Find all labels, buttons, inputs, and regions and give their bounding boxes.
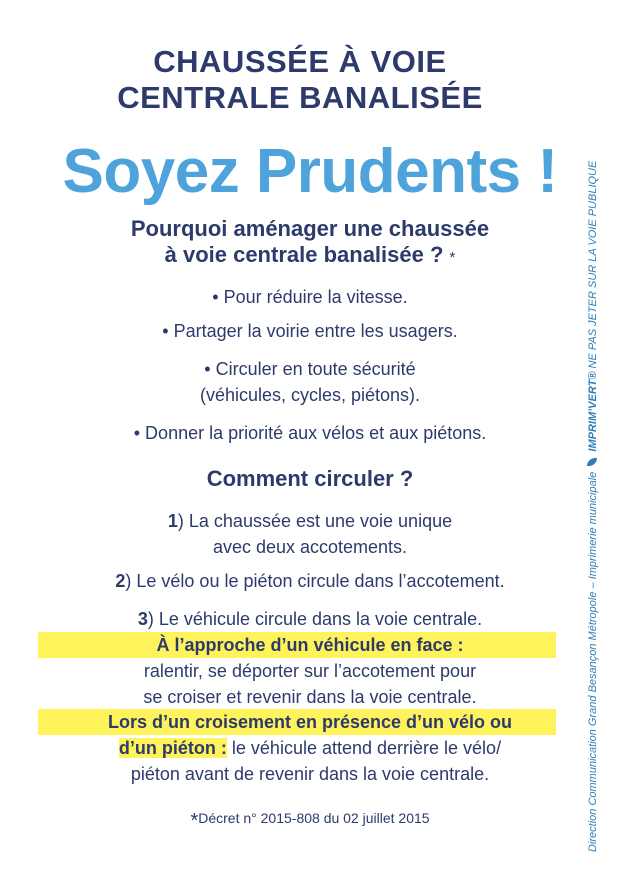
why-question-line-2 [0,242,620,271]
highlight-2-fragment: d’un piéton : [118,738,227,758]
how-question: Comment circuler ? [206,466,414,491]
highlight-1: À l’approche d’un véhicule en face : [156,635,464,655]
side-credit: Direction Communication Grand Besançon Métropole – Imprimerie municipale [587,471,599,852]
after-highlight-2-line-2: piéton avant de revenir dans la voie centrale. [130,764,490,784]
title-line-1: CHAUSSÉE À VOIE [153,44,447,79]
bullet-4: • Donner la priorité aux vélos et aux piétons. [133,423,487,443]
leaf-icon [587,458,597,466]
highlight-2-line-1: Lors d’un croisement en présence d’un vélo ou [107,712,513,732]
step-3-number: 3 [137,609,148,629]
step-2-text: ) Le vélo ou le piéton circule dans l’accotement. [125,571,505,591]
after-highlight-1-line-2: se croiser et revenir dans la voie centrale. [143,687,477,707]
after-highlight-2-line-1: le véhicule attend derrière le vélo/ [226,738,502,758]
slogan: Soyez Prudents ! [62,137,558,206]
step-3-text: ) Le véhicule circule dans la voie centrale. [147,609,483,629]
bullet-1: • Pour réduire la vitesse. [212,287,408,307]
step-3 [0,606,620,632]
step-1-line-2: avec deux accotements. [212,537,408,557]
title-line-2: CENTRALE BANALISÉE [117,80,483,115]
step-1-text: ) La chaussée est une voie unique [177,511,453,531]
why-asterisk: * [449,249,456,266]
after-highlight-1-line-1: ralentir, se déporter sur l’accotement pour [143,661,477,681]
bullet-2: • Partager la voirie entre les usagers. [162,321,458,341]
why-question-line-1: Pourquoi aménager une chaussée [130,216,490,241]
step-2-number: 2 [115,571,126,591]
footnote-text: Décret n° 2015-808 du 02 juillet 2015 [198,810,430,826]
bullet-3-line-1: • Circuler en toute sécurité [204,359,416,379]
footnote-asterisk: * [190,810,199,832]
step-1-number: 1 [167,511,178,531]
highlight-2-line-2 [0,735,620,761]
side-vertical-text [586,161,600,852]
step-2 [0,568,620,594]
side-notice: NE PAS JETER SUR LA VOIE PUBLIQUE [587,160,599,369]
imprimvert-logo: IMPRIM’VERT® [587,371,599,452]
footnote [0,808,620,831]
step-1-line-1 [0,508,620,534]
why-question-text: à voie centrale banalisée ? [164,242,444,267]
bullet-3-line-2: (véhicules, cycles, piétons). [199,385,421,405]
